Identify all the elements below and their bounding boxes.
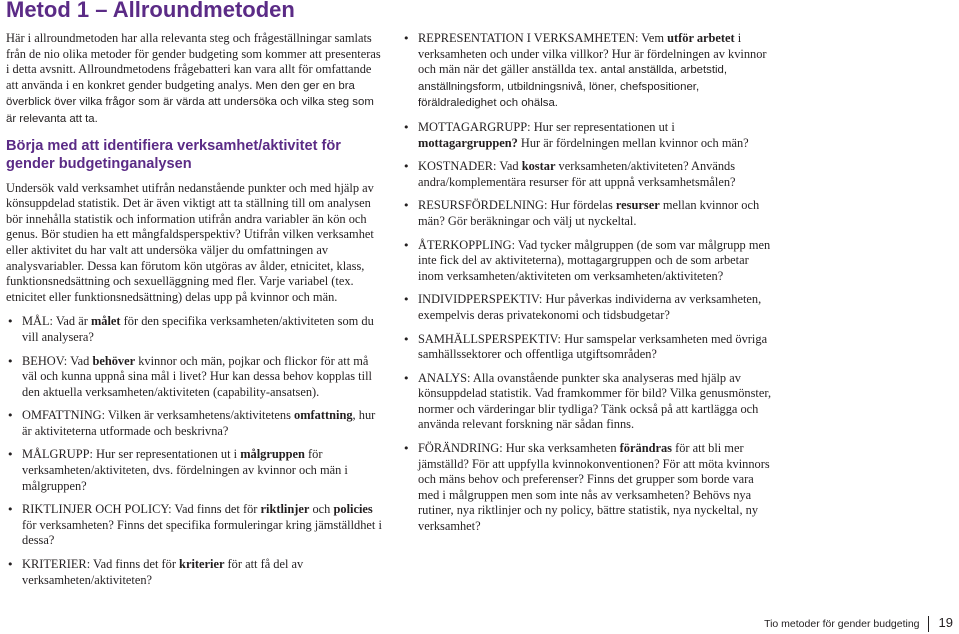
bullet-kostnader: • KOSTNADER: Vad kostar verksamheten/aktiviteten? Används andra/komplementära resurser för att uppnå verksamhetsmålen?: [402, 159, 775, 190]
bullet-behov: • BEHOV: Vad behöver kvinnor och män, pojkar och flickor för att må väl och kunna uppnå sina mål i livet? Hur kan dessa behov kopplas till den aktuella verksamheten/aktiviteten (capability-ansatsen).: [6, 354, 384, 401]
footer-title: Tio metoder för gender budgeting: [764, 618, 920, 630]
bullet-samhallsperspektiv: • SAMHÄLLSPERSPEKTIV: Hur samspelar verksamheten med övriga samhällssektorer och offentliga utgiftsområden?: [402, 332, 775, 363]
bullet-analys: • ANALYS: Alla ovanstående punkter ska analyseras med hjälp av könsuppdelad statistik. Vad framkommer för bild? Vilka genusmönster, normer och värderingar blir tydliga? Tänk också på att kartlägga och använda relevant forskning när sådan finns.: [402, 371, 775, 433]
bullet-riktlinjer: • RIKTLINJER OCH POLICY: Vad finns det för riktlinjer och policies för verksamheten? Finns det specifika formuleringar kring jämställdhet i dessa?: [6, 502, 384, 549]
bullet-resursfordelning: • RESURSFÖRDELNING: Hur fördelas resurser mellan kvinnor och män? Gör beräkningar och välj ut nyckeltal.: [402, 198, 775, 229]
section-body: Undersök vald verksamhet utifrån nedanstående punkter och med hjälp av könsuppdelad statistik. Det är även viktigt att ta ställning till om analysen bör innehålla statistik och information utifrån andra variabler än kön och genus. Bör studien ha ett mångfaldsperspektiv? Utifrån vilken verksamhet eller aktivitet du har valt att undersöka väljer du omfattningen av analysvariabler. Dessa kan förutom kön utgöras av ålder, etnicitet, klass, funktionsnedsättning och sexuelläggning med fler. Varje variabel (tex. etnicitet eller funktionsnedsättning) delas upp på kvinnor och män.: [6, 180, 374, 304]
bullet-mottagargrupp: • MOTTAGARGRUPP: Hur ser representationen ut i mottagargruppen? Hur är fördelningen mellan kvinnor och män?: [402, 120, 775, 151]
left-bullet-list: [6, 314, 384, 588]
bullet-forandring: • FÖRÄNDRING: Hur ska verksamheten förändras för att bli mer jämställd? För att uppfylla kvinnokonventionen? För att möta kvinnors och mäns behov och preferenser? Finns det grupper som borde vara med i målgruppen men som inte nås av verksamheten? Behövs nya rutiner, nya riktlinjer och ny policy, bättre statistik, nya nyckeltal, ny verksamhet?: [402, 441, 775, 535]
intro-paragraph: Här i allroundmetoden har alla relevanta steg och frågeställningar samlats från de nio olika metoder för gender budgeting som kommer att presenteras i detta avsnitt. Allroundmetodens frågebatteri kan vara allt för omfattande att använda i en konkret gender budgeting analys. Men den ger en bra överblick över vilka frågor som är värda att undersöka och vilka steg som är relevanta att ta.: [6, 31, 381, 125]
intro-paragraph-continuation: Men den ger en bra överblick över vilka frågor som är värda att undersöka och vilka steg som är relevanta att ta.: [6, 79, 374, 125]
bullet-mal: • MÅL: Vad är målet för den specifika verksamheten/aktiviteten som du vill analysera?: [6, 314, 384, 345]
right-bullet-list: [402, 31, 775, 535]
bullet-aterkoppling: • ÅTERKOPPLING: Vad tycker målgruppen (de som var målgrupp men inte fick del av aktiviteterna), mottagargruppen och de som arbetar inom verksamheten/aktiviteten om verksamheten/aktiviteten?: [402, 238, 775, 285]
footer-divider: [928, 616, 929, 632]
section-heading: Börja med att identifiera verksamhet/aktivitet för gender budgetinganalysen: [6, 137, 341, 172]
bullet-omfattning: • OMFATTNING: Vilken är verksamhetens/aktivitetens omfattning, hur är aktiviteterna utformade och beskrivna?: [6, 408, 384, 439]
right-column: [402, 31, 775, 543]
bullet-individperspektiv: • INDIVIDPERSPEKTIV: Hur påverkas individerna av verksamheten, exempelvis deras privatekonomi och tidsbudgetar?: [402, 292, 775, 323]
page-footer: [764, 615, 953, 632]
bullet-kriterier: • KRITERIER: Vad finns det för kriterier för att få del av verksamheten/aktiviteten?: [6, 557, 384, 588]
bullet-representation: • REPRESENTATION I VERKSAMHETEN: Vem utför arbetet i verksamheten och under vilka villkor? Hur är fördelningen av kvinnor och män när det gäller anställda tex. antal anställda, arbetstid, anställningsform, utbildningsnivå, löner, chefspositioner, föräldraledighet och ohälsa.: [402, 31, 775, 112]
bullet-malgrupp: • MÅLGRUPP: Hur ser representationen ut i målgruppen för verksamheten/aktiviteten, dvs. fördelningen av kvinnor och män i målgruppen?: [6, 447, 384, 494]
left-column: [6, 31, 384, 596]
page-number: 19: [938, 615, 953, 630]
page-title: Metod 1 – Allroundmetoden: [6, 0, 295, 22]
